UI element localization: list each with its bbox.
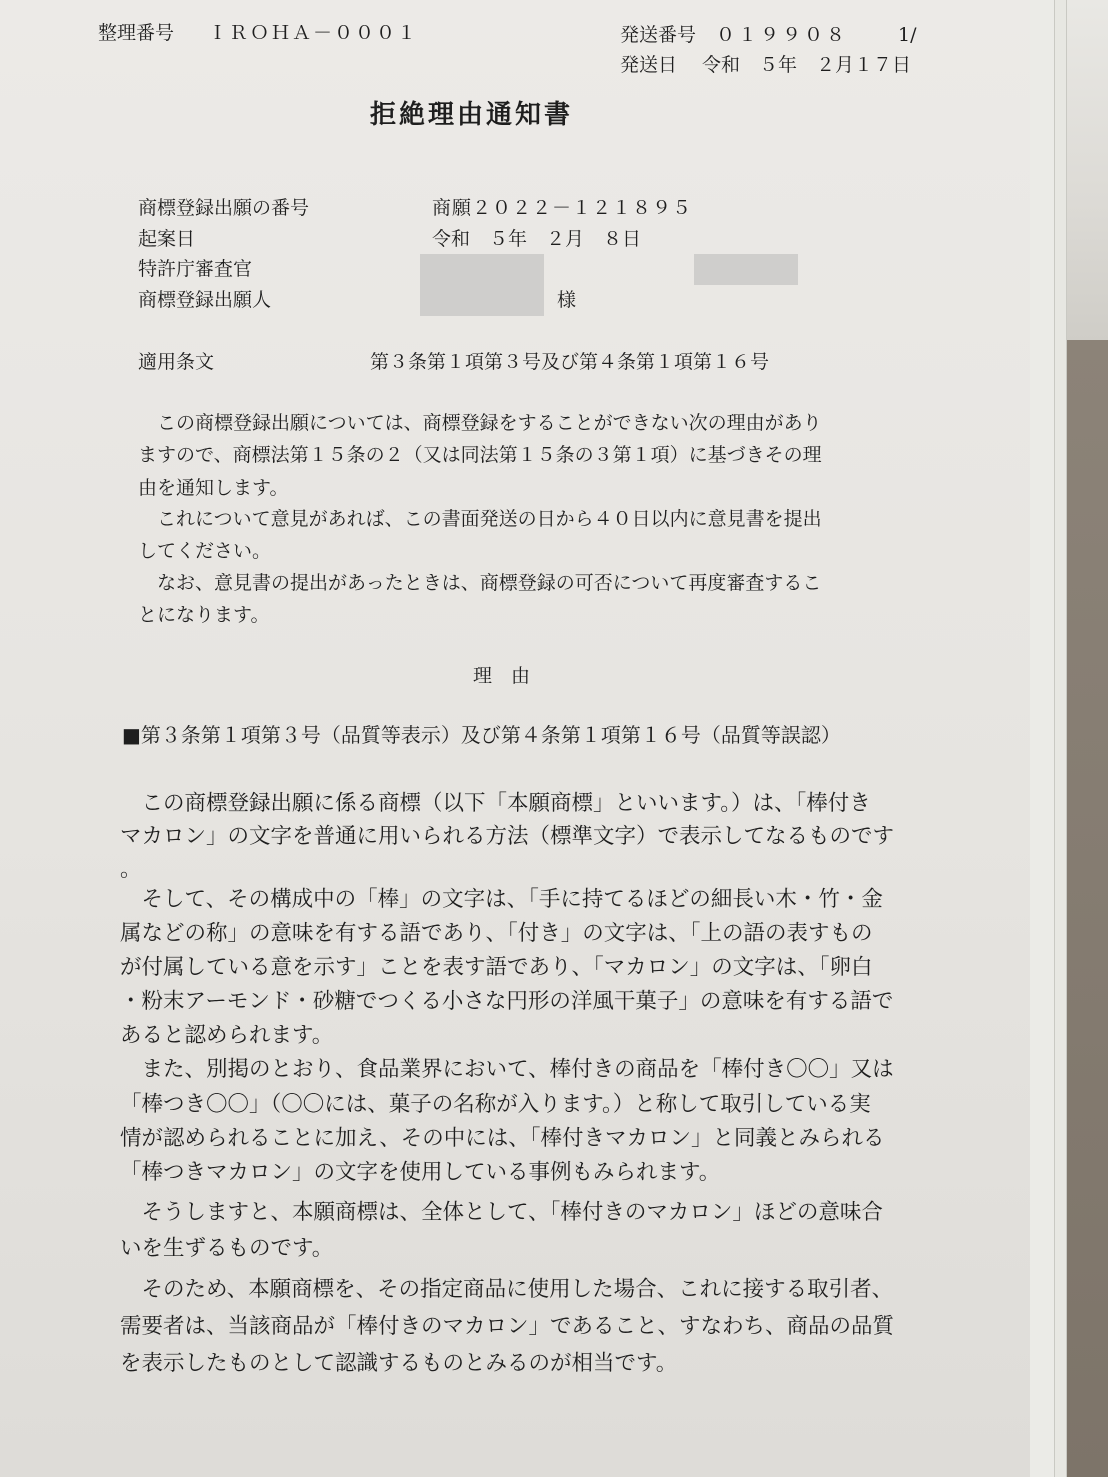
- body-line: そうしますと、本願商標は、全体として、「棒付きのマカロン」ほどの意味合: [120, 1200, 883, 1225]
- dispatch-number-value: ０１９９０８: [716, 24, 849, 46]
- redaction-block: [694, 254, 798, 285]
- dispatch-date-value: 令和 ５年 ２月１７日: [702, 54, 912, 76]
- body-line: 需要者は、当該商品が「棒付きのマカロン」であること、すなわち、商品の品質: [120, 1314, 895, 1339]
- body-line: を表示したものとして認識するものとみるのが相当です。: [120, 1351, 678, 1376]
- dispatch-number-label: 発送番号: [620, 24, 697, 46]
- redaction-block: [420, 254, 544, 316]
- field-label: 起案日: [138, 228, 196, 250]
- field-label: 商標登録出願人: [138, 289, 272, 311]
- intro-line: なお、意見書の提出があったときは、商標登録の可否について再度審査するこ: [138, 572, 822, 594]
- intro-line: とになります。: [138, 604, 270, 626]
- body-line: 「棒つき〇〇」（〇〇には、菓子の名称が入ります。）と称して取引している実: [120, 1092, 871, 1117]
- body-line: この商標登録出願に係る商標（以下「本願商標」といいます。）は、「棒付き: [120, 791, 871, 816]
- field-label: 適用条文: [138, 351, 215, 373]
- intro-line: してください。: [138, 540, 272, 562]
- body-line: いを生ずるものです。: [120, 1236, 334, 1261]
- document-title: 拒絶理由通知書: [370, 100, 574, 130]
- field-value: 様: [557, 289, 577, 311]
- intro-line: ますので、商標法第１５条の２（又は同法第１５条の３第１項）に基づきその理: [138, 444, 822, 466]
- section-heading: ■第３条第１項第３号（品質等表示）及び第４条第１項第１６号（品質等誤認）: [122, 723, 841, 747]
- field-value: 商願２０２２－１２１８９５: [432, 197, 693, 219]
- field-label: 商標登録出願の番号: [138, 197, 310, 219]
- body-line: また、別掲のとおり、食品業界において、棒付きの商品を「棒付き〇〇」又は: [120, 1057, 894, 1082]
- page-number: 1/: [898, 24, 917, 46]
- paper-stack-edge: [1030, 0, 1055, 1477]
- intro-line: この商標登録出願については、商標登録をすることができない次の理由があり: [138, 412, 822, 434]
- body-line: が付属している意を示す」ことを表す語であり、「マカロン」の文字は、「卵白: [120, 955, 873, 980]
- field-value: 第３条第１項第３号及び第４条第１項第１６号: [370, 351, 770, 373]
- field-label: 特許庁審査官: [138, 258, 253, 280]
- reference-number-label: 整理番号: [98, 22, 175, 44]
- intro-line: これについて意見があれば、この書面発送の日から４０日以内に意見書を提出: [138, 508, 822, 530]
- reason-heading: 理 由: [473, 665, 531, 687]
- body-line: 情が認められることに加え、その中には、「棒付きマカロン」と同義とみられる: [120, 1126, 885, 1151]
- body-line: 属などの称」の意味を有する語であり、「付き」の文字は、「上の語の表すもの: [120, 921, 873, 946]
- body-line: あると認められます。: [120, 1023, 334, 1048]
- field-value: 令和 ５年 ２月 ８日: [432, 228, 642, 250]
- body-line: そして、その構成中の「棒」の文字は、「手に持てるほどの細長い木・竹・金: [120, 887, 883, 912]
- reference-number-value: ＩＲＯＨＡ－０００１: [208, 22, 419, 44]
- body-line: マカロン」の文字を普通に用いられる方法（標準文字）で表示してなるものです: [120, 824, 895, 849]
- body-line: 。: [120, 857, 142, 882]
- intro-line: 由を通知します。: [138, 477, 289, 499]
- body-line: そのため、本願商標を、その指定商品に使用した場合、これに接する取引者、: [120, 1277, 894, 1302]
- body-line: 「棒つきマカロン」の文字を使用している事例もみられます。: [120, 1160, 721, 1185]
- dispatch-date-label: 発送日: [620, 54, 678, 76]
- body-line: ・粉末アーモンド・砂糖でつくる小さな円形の洋風干菓子」の意味を有する語で: [120, 989, 894, 1014]
